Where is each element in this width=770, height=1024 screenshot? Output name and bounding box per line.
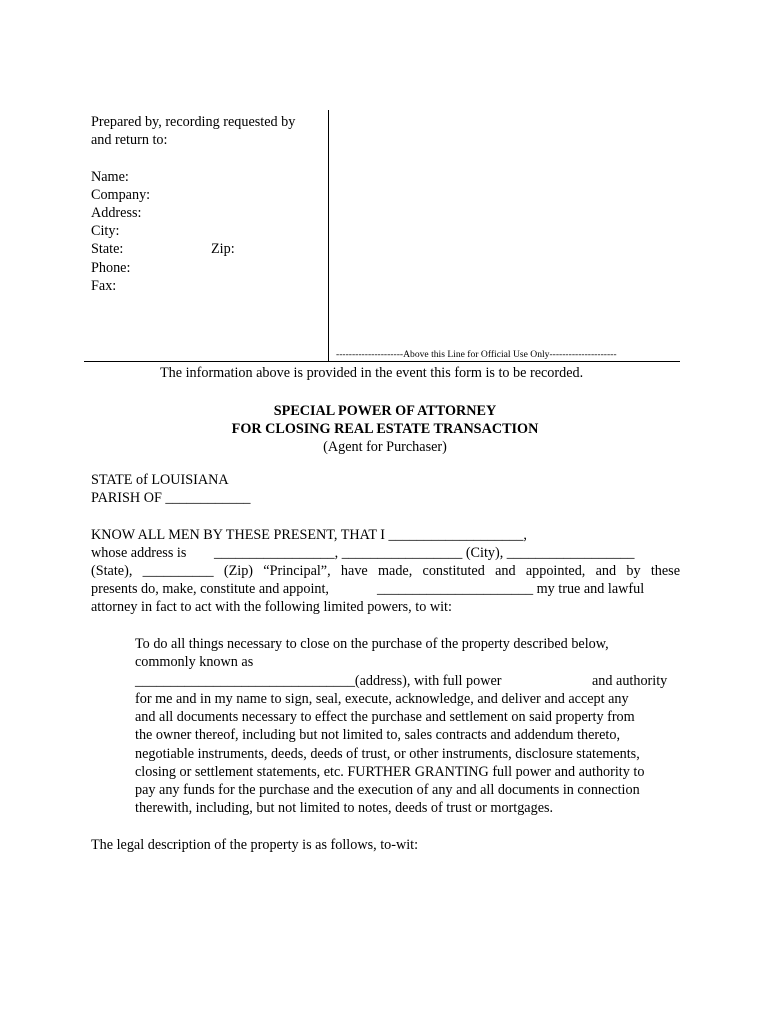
document-subtitle: (Agent for Purchaser) <box>323 439 447 455</box>
name-label: Name: <box>91 169 129 185</box>
legal-description-heading: The legal description of the property is as follows, to-wit: <box>91 837 419 853</box>
powers-line7: negotiable instruments, deeds, deeds of trust, or other instruments, disclosure statements, <box>135 746 640 762</box>
powers-line3-b: and authority <box>592 673 668 689</box>
prepared-by-line1: Prepared by, recording requested by <box>91 114 296 130</box>
powers-line6: the owner thereof, including but not limited to, sales contracts and addendum thereto, <box>135 727 621 743</box>
powers-line3-a: _______________________________(address), with full power <box>135 673 502 689</box>
intro-line2-label: whose address is <box>91 545 187 561</box>
zip-label: Zip: <box>211 241 235 257</box>
powers-line8: closing or settlement statements, etc. FURTHER GRANTING full power and authority to <box>135 764 645 780</box>
intro-line4-blank: ______________________ my true and lawful <box>377 581 645 597</box>
powers-line1: To do all things necessary to close on the purchase of the property described below, <box>135 636 609 652</box>
official-use-line: ---------------------Above this Line for Official Use Only--------------------- <box>336 349 617 360</box>
powers-line4: for me and in my name to sign, seal, execute, acknowledge, and deliver and accept any <box>135 691 629 707</box>
document-title-line2: FOR CLOSING REAL ESTATE TRANSACTION <box>231 421 539 437</box>
intro-line1: KNOW ALL MEN BY THESE PRESENT, THAT I ___________________, <box>91 527 527 543</box>
header-vertical-divider <box>328 110 329 362</box>
document-title-line1: SPECIAL POWER OF ATTORNEY <box>273 403 497 419</box>
address-label: Address: <box>91 205 142 221</box>
intro-line2-blanks: _________________, _________________ (City), __________________ <box>214 545 635 561</box>
powers-line5: and all documents necessary to effect the purchase and settlement on said property from <box>135 709 635 725</box>
powers-line9: pay any funds for the purchase and the execution of any and all documents in connection <box>135 782 640 798</box>
powers-line2: commonly known as <box>135 654 254 670</box>
powers-line10: therewith, including, but not limited to notes, deeds of trust or mortgages. <box>135 800 554 816</box>
phone-label: Phone: <box>91 260 131 276</box>
city-label: City: <box>91 223 120 239</box>
intro-line5: attorney in fact to act with the following limited powers, to wit: <box>91 599 452 615</box>
company-label: Company: <box>91 187 151 203</box>
fax-label: Fax: <box>91 278 117 294</box>
recording-notice: The information above is provided in the event this form is to be recorded. <box>160 365 584 381</box>
venue-state: STATE of LOUISIANA <box>91 472 229 488</box>
header-horizontal-divider <box>84 361 680 362</box>
state-label: State: <box>91 241 124 257</box>
venue-parish: PARISH OF ____________ <box>91 490 251 506</box>
intro-line3: (State), __________ (Zip) “Principal”, have made, constituted and appointed, and by these <box>91 563 680 579</box>
prepared-by-line2: and return to: <box>91 132 168 148</box>
intro-line4-text: presents do, make, constitute and appoint, <box>91 581 329 597</box>
